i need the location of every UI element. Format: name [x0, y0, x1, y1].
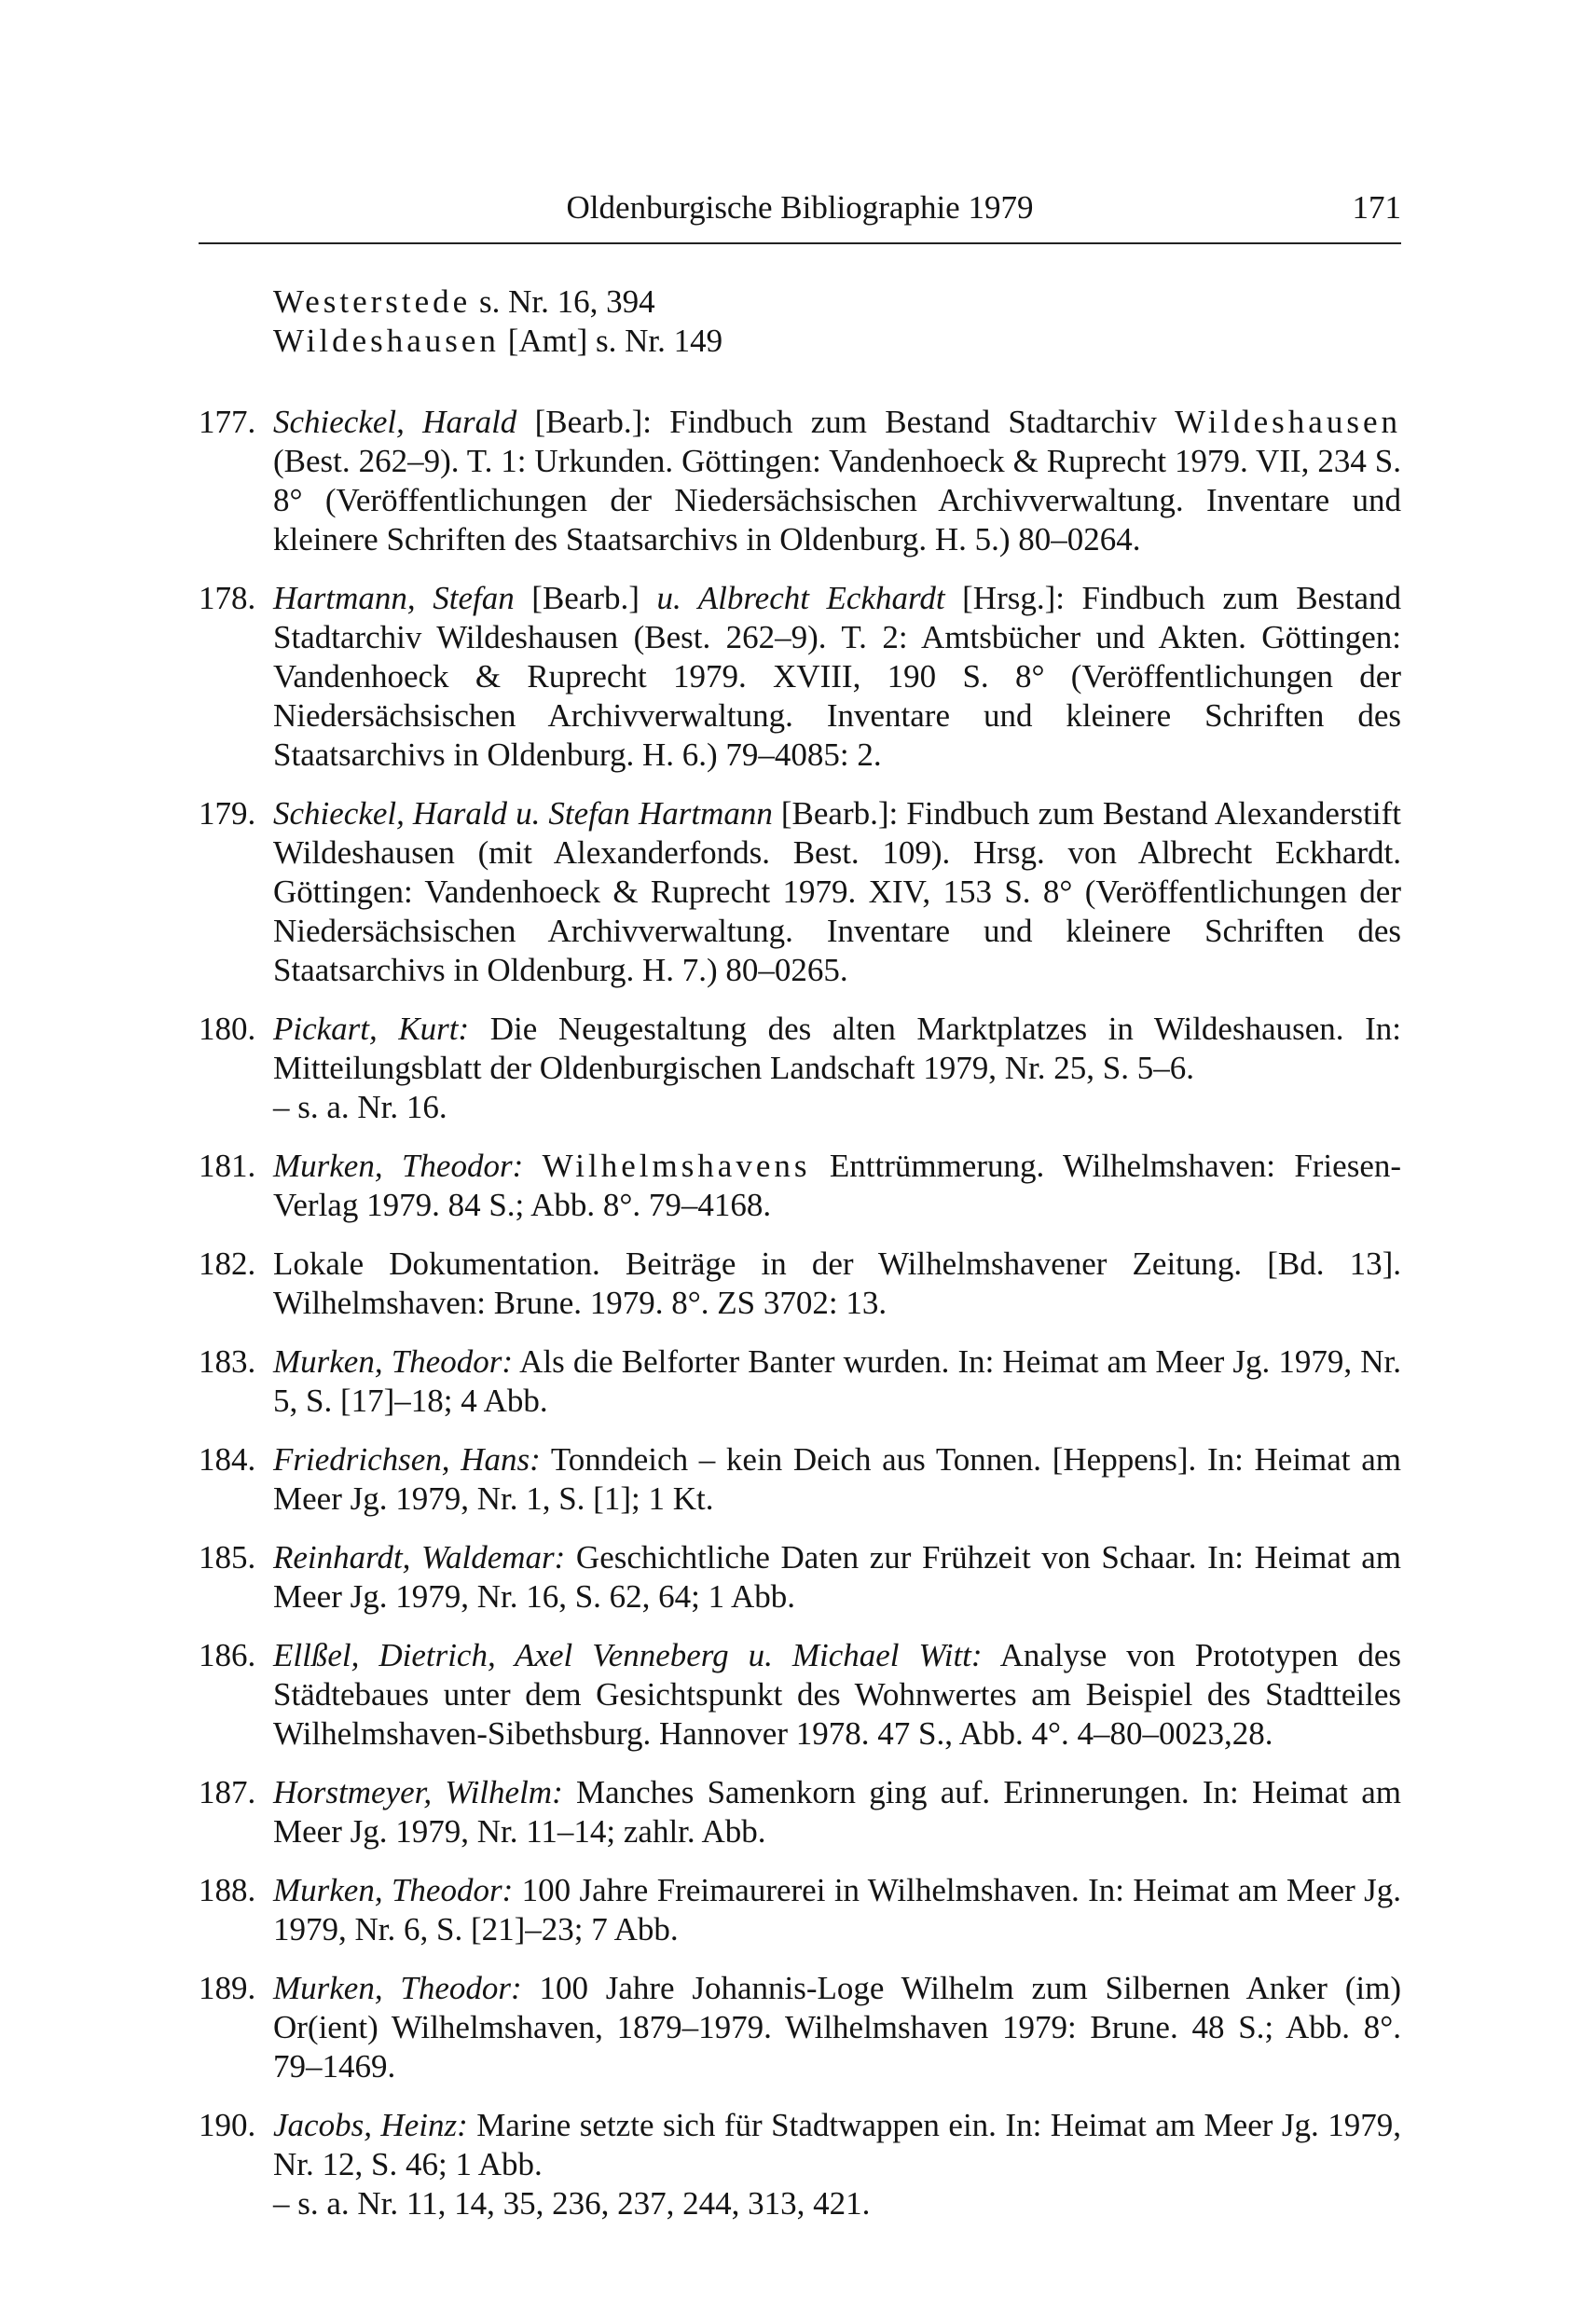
reference-text: s. Nr. 16, 394	[471, 283, 655, 320]
entry-author: Schieckel, Harald	[273, 404, 517, 440]
entry-number: 189.	[199, 1970, 256, 2006]
entry-text: Lokale Dokumentation. Beiträge in der Wilhelmshavener Zeitung. [Bd. 13]. Wilhelmshaven: Brune. 1979. 8°. ZS 3702: 13.	[273, 1245, 1401, 1321]
entry-author: Ellßel, Dietrich, Axel Venneberg u. Michael Witt:	[273, 1637, 983, 1673]
entry-number: 187.	[199, 1774, 256, 1810]
entry-text: [Bearb.]	[514, 580, 657, 616]
entry-author: Hartmann, Stefan	[273, 580, 515, 616]
bibliography-entry	[199, 1871, 1401, 1949]
bibliography-entry	[199, 1538, 1401, 1617]
entry-author: Pickart, Kurt:	[273, 1011, 470, 1047]
entry-author: Murken, Theodor:	[273, 1872, 514, 1908]
entry-number: 182.	[199, 1245, 256, 1282]
entry-author: Murken, Theodor:	[273, 1343, 513, 1380]
entry-text: Marine setzte sich für Stadtwappen ein. In: Heimat am Meer Jg. 1979, Nr. 12, S. 46; 1 Abb.	[273, 2107, 1401, 2182]
bibliography-entry	[199, 403, 1401, 559]
bibliography-entry	[199, 1342, 1401, 1421]
entry-text	[523, 1148, 542, 1184]
entry-number: 183.	[199, 1343, 256, 1380]
see-also: – s. a. Nr. 11, 14, 35, 236, 237, 244, 313, 421.	[273, 2185, 871, 2222]
bibliography-entry	[199, 2106, 1401, 2223]
cross-reference	[273, 282, 1401, 322]
entry-spaced-text: Wildeshausen	[1175, 404, 1401, 440]
entry-text: Als die Belforter Banter wurden. In: Heimat am Meer Jg. 1979, Nr. 5, S. [17]–18; 4 Abb.	[273, 1343, 1401, 1419]
entry-spaced-text: Wilhelmshavens	[542, 1148, 811, 1184]
entry-text: Enttrümmerung. Wilhelmshaven: Friesen-Verlag 1979. 84 S.; Abb. 8°. 79–4168.	[273, 1148, 1402, 1223]
bibliography-entry	[199, 1773, 1401, 1851]
entry-number: 178.	[199, 580, 256, 616]
place-name: Westerstede	[273, 283, 472, 320]
entry-number: 179.	[199, 795, 256, 832]
entry-text: Analyse von Prototypen des Städtebaues unter dem Gesichtspunkt des Wohnwertes am Beispiel des Stadtteiles Wilhelmshaven-Sibethsburg. Hannover 1978. 47 S., Abb. 4°. 4–80–0023,28.	[273, 1637, 1401, 1752]
entry-author: Jacobs, Heinz:	[273, 2107, 468, 2143]
bibliography-entry	[199, 1636, 1401, 1754]
entry-text: [Bearb.]: Findbuch zum Bestand Stadtarchiv	[516, 404, 1176, 440]
bibliography-entry	[199, 1147, 1401, 1225]
entry-author: Horstmeyer, Wilhelm:	[273, 1774, 563, 1810]
page-header	[199, 186, 1401, 244]
entry-text: Die Neugestaltung des alten Marktplatzes in Wildeshausen. In: Mitteilungsblatt der Oldenburgischen Landschaft 1979, Nr. 25, S. 5–6.	[273, 1011, 1401, 1086]
entry-text: Tonndeich – kein Deich aus Tonnen. [Heppens]. In: Heimat am Meer Jg. 1979, Nr. 1, S. [1]; 1 Kt.	[273, 1441, 1401, 1517]
entry-text: [Hrsg.]: Findbuch zum Bestand Stadtarchiv Wildeshausen (Best. 262–9). T. 2: Amtsbücher und Akten. Göttingen: Vandenhoeck & Ruprecht 1979. XVIII, 190 S. 8° (Veröffentlichungen der Niedersächsischen Archivverwaltung. Inventare und kleinere Schriften des Staatsarchivs in Oldenburg. H. 6.) 79–4085: 2.	[273, 580, 1401, 773]
bibliography-entry	[199, 1440, 1401, 1519]
entry-author: Reinhardt, Waldemar:	[273, 1539, 566, 1576]
bibliography-entry	[199, 1245, 1401, 1323]
entry-author-secondary: u. Albrecht Eckhardt	[656, 580, 945, 616]
reference-text: [Amt] s. Nr. 149	[499, 323, 723, 359]
entry-text: Manches Samenkorn ging auf. Erinnerungen. In: Heimat am Meer Jg. 1979, Nr. 11–14; zahlr. Abb.	[273, 1774, 1402, 1850]
entry-text: Geschichtliche Daten zur Frühzeit von Schaar. In: Heimat am Meer Jg. 1979, Nr. 16, S. 62, 64; 1 Abb.	[273, 1539, 1401, 1615]
running-title: Oldenburgische Bibliographie 1979	[566, 189, 1034, 226]
entry-number: 185.	[199, 1539, 256, 1576]
entry-author: Friedrichsen, Hans:	[273, 1441, 541, 1478]
entry-text: 100 Jahre Freimaurerei in Wilhelmshaven. In: Heimat am Meer Jg. 1979, Nr. 6, S. [21]–23; 7 Abb.	[273, 1872, 1401, 1947]
cross-references	[273, 282, 1401, 361]
bibliography-entries	[199, 403, 1401, 2243]
entry-number: 186.	[199, 1637, 256, 1673]
entry-text: [Bearb.]: Findbuch zum Bestand Alexanderstift Wildeshausen (mit Alexanderfonds. Best. 109). Hrsg. von Albrecht Eckhardt. Göttingen: Vandenhoeck & Ruprecht 1979. XIV, 153 S. 8° (Veröffentlichungen der Niedersächsischen Archivverwaltung. Inventare und kleinere Schriften des Staatsarchivs in Oldenburg. H. 7.) 80–0265.	[273, 795, 1401, 988]
entry-number: 181.	[199, 1148, 256, 1184]
entry-text: (Best. 262–9). T. 1: Urkunden. Göttingen: Vandenhoeck & Ruprecht 1979. VII, 234 S. 8° (Veröffentlichungen der Niedersächsischen Archivverwaltung. Inventare und kleinere Schriften des Staatsarchivs in Oldenburg. H. 5.) 80–0264.	[273, 443, 1401, 557]
entry-author: Murken, Theodor:	[273, 1970, 522, 2006]
bibliography-entry	[199, 794, 1401, 990]
entry-author: Schieckel, Harald u. Stefan Hartmann	[273, 795, 773, 832]
bibliography-entry	[199, 1010, 1401, 1127]
entry-number: 184.	[199, 1441, 256, 1478]
bibliography-entry	[199, 579, 1401, 775]
entry-number: 180.	[199, 1011, 256, 1047]
bibliography-entry	[199, 1969, 1401, 2086]
entry-author: Murken, Theodor:	[273, 1148, 524, 1184]
cross-reference	[273, 322, 1401, 361]
entry-text: 100 Jahre Johannis-Loge Wilhelm zum Silbernen Anker (im) Or(ient) Wilhelmshaven, 1879–1979. Wilhelmshaven 1979: Brune. 48 S.; Abb. 8°. 79–1469.	[273, 1970, 1402, 2085]
entry-number: 190.	[199, 2107, 256, 2143]
see-also: – s. a. Nr. 16.	[273, 1089, 447, 1125]
page-number: 171	[1352, 189, 1401, 226]
entry-number: 188.	[199, 1872, 256, 1908]
entry-number: 177.	[199, 404, 256, 440]
place-name: Wildeshausen	[273, 323, 500, 359]
